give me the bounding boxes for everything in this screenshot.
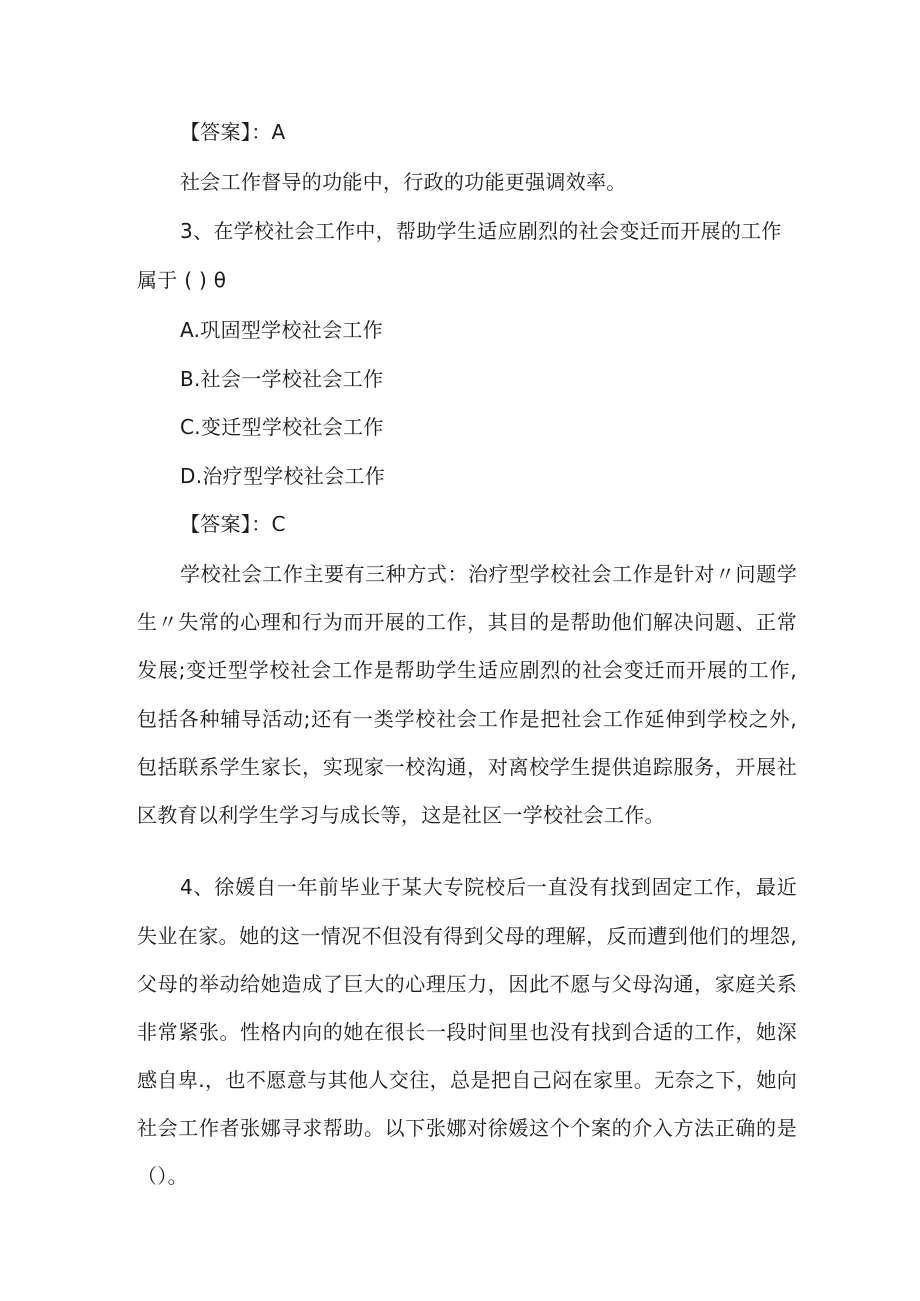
q4-line: 非常紧张。性格内向的她在很长一段时间里也没有找到合适的工作，她深	[137, 1020, 797, 1044]
q3-explanation-line: 包括各种辅导活动;还有一类学校社会工作是把社会工作延伸到学校之外,	[137, 707, 797, 731]
q4-line: 社会工作者张娜寻求帮助。以下张娜对徐媛这个个案的介入方法正确的是	[137, 1116, 797, 1140]
q4-line: 感自卑.，也不愿意与其他人交往，总是把自己闷在家里。无奈之下，她向	[137, 1068, 797, 1092]
q4-line: 失业在家。她的这一情况不但没有得到父母的理解，反而遭到他们的埋怨,	[137, 924, 797, 948]
q3-explanation-line: 区教育以利学生学习与成长等，这是社区一学校社会工作。	[137, 803, 665, 827]
q3-stem-line1: 3、在学校社会工作中，帮助学生适应剧烈的社会变迁而开展的工作	[180, 219, 782, 243]
q4-line: （）。	[137, 1164, 188, 1188]
q4-line: 父母的举动给她造成了巨大的心理压力，因此不愿与父母沟通，家庭关系	[137, 972, 797, 996]
q3-stem-line2: 属于 ( ) θ	[137, 268, 227, 292]
q3-option-c: C.变迁型学校社会工作	[180, 415, 384, 439]
q3-explanation-line: 生〃失常的心理和行为而开展的工作，其目的是帮助他们解决问题、正常	[137, 610, 797, 634]
q3-option-a: A.巩固型学校社会工作	[180, 318, 383, 342]
q3-option-b: B.社会一学校社会工作	[180, 367, 384, 391]
q2-answer: 【答案】：A	[180, 120, 286, 144]
q3-explanation-line: 学校社会工作主要有三种方式：治疗型学校社会工作是针对〃问题学	[180, 562, 797, 586]
q4-line: 4、徐媛自一年前毕业于某大专院校后一直没有找到固定工作，最近	[180, 875, 797, 899]
q3-explanation-line: 包括联系学生家长，实现家一校沟通，对离校学生提供追踪服务，开展社	[137, 755, 797, 779]
q3-answer: 【答案】：C	[180, 512, 286, 536]
q2-explanation: 社会工作督导的功能中，行政的功能更强调效率。	[180, 170, 627, 194]
q3-explanation-line: 发展;变迁型学校社会工作是帮助学生适应剧烈的社会变迁而开展的工作,	[137, 658, 797, 682]
q3-option-d: D.治疗型学校社会工作	[180, 464, 386, 488]
